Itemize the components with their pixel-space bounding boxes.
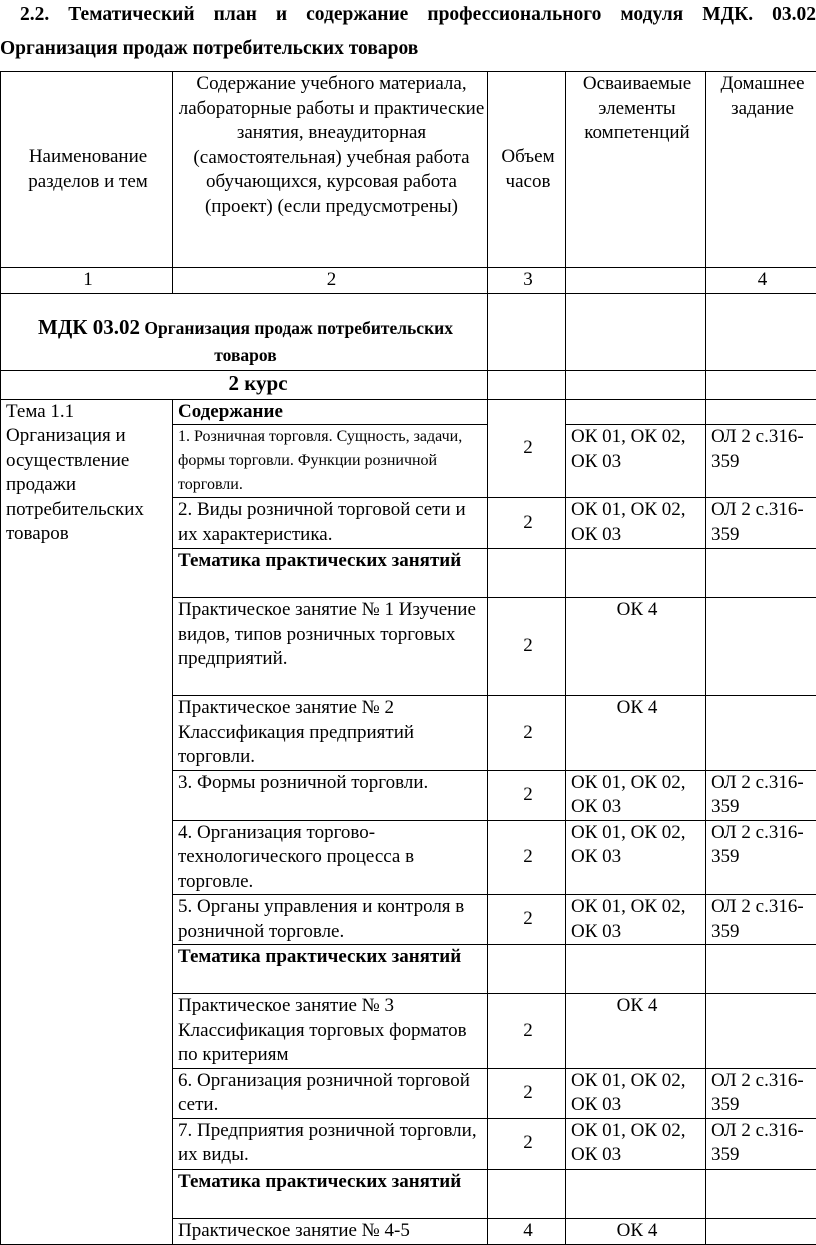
- header-sections: Наименование разделов и тем: [1, 72, 173, 268]
- col-number: 4: [706, 268, 816, 294]
- hours-cell: 2: [488, 895, 566, 945]
- practice-heading: Тематика практических занятий: [173, 1169, 488, 1218]
- hours-cell: 2: [488, 498, 566, 549]
- hours-cell: 2: [488, 1118, 566, 1169]
- topic-item: 7. Предприятия розничной торговли, их виды.: [173, 1118, 488, 1169]
- hours-cell: 2: [488, 820, 566, 895]
- homework-cell: ОЛ 2 с.316-359: [706, 770, 816, 820]
- homework-cell: ОЛ 2 с.316-359: [706, 820, 816, 895]
- hours-cell: 2: [488, 994, 566, 1069]
- section-subheading: Организация продаж потребительских товаров: [0, 37, 418, 61]
- header-content: Содержание учебного материала, лабораторные работы и практические занятия, внеаудиторная (самостоятельная) учебная работа обучающихся, курсовая работа (проект) (если предусмотрены): [173, 72, 488, 268]
- hours-cell: 2: [488, 770, 566, 820]
- competencies-cell: ОК 01, ОК 02, ОК 03: [566, 770, 706, 820]
- competencies-cell: ОК 01, ОК 02, ОК 03: [566, 1068, 706, 1118]
- competencies-cell: ОК 4: [566, 598, 706, 696]
- competencies-cell: ОК 01, ОК 02, ОК 03: [566, 498, 706, 549]
- practice-item: Практическое занятие № 1 Изучение видов, типов розничных торговых предприятий.: [173, 598, 488, 696]
- competencies-cell: ОК 01, ОК 02, ОК 03: [566, 820, 706, 895]
- competencies-cell: ОК 01, ОК 02, ОК 03: [566, 425, 706, 498]
- header-competencies: Осваиваемые элементы компетенций: [566, 72, 706, 268]
- practice-item: Практическое занятие № 2 Классификация предприятий торговли.: [173, 696, 488, 771]
- topic-item: 2. Виды розничной торговой сети и их характеристика.: [173, 498, 488, 549]
- table-row: [1, 399, 816, 425]
- hours-cell: 2: [488, 696, 566, 771]
- practice-item: Практическое занятие № 3 Классификация торговых форматов по критериям: [173, 994, 488, 1069]
- practice-heading: Тематика практических занятий: [173, 549, 488, 598]
- topic-item: 4. Организация торгово-технологического процесса в торговле.: [173, 820, 488, 895]
- topic-item: 1. Розничная торговля. Сущность, задачи, формы торговли. Функции розничной торговли.: [173, 425, 488, 498]
- homework-cell: ОЛ 2 с.316-359: [706, 895, 816, 945]
- header-hours: Объем часов: [488, 72, 566, 268]
- thematic-plan-table: [0, 71, 816, 1245]
- hours-cell: 2: [488, 1068, 566, 1118]
- col-number: 3: [488, 268, 566, 294]
- mdk-row: [1, 293, 816, 370]
- col-number: 2: [173, 268, 488, 294]
- table-header-row: [1, 72, 816, 268]
- topic-item: 3. Формы розничной торговли.: [173, 770, 488, 820]
- column-number-row: [1, 268, 816, 294]
- homework-cell: ОЛ 2 с.316-359: [706, 425, 816, 498]
- topic-name: Тема 1.1 Организация и осуществление продажи потребительских товаров: [1, 399, 173, 1244]
- topic-item: 5. Органы управления и контроля в розничной торговле.: [173, 895, 488, 945]
- practice-heading: Тематика практических занятий: [173, 945, 488, 994]
- practice-item: Практическое занятие № 4-5: [173, 1218, 488, 1244]
- content-label: Содержание: [173, 399, 488, 425]
- hours-cell: 2: [488, 598, 566, 696]
- topic-item: 6. Организация розничной торговой сети.: [173, 1068, 488, 1118]
- col-number: 1: [1, 268, 173, 294]
- hours-cell: 4: [488, 1218, 566, 1244]
- competencies-cell: ОК 4: [566, 1218, 706, 1244]
- mdk-title: [1, 293, 488, 370]
- competencies-cell: ОК 4: [566, 696, 706, 771]
- homework-cell: ОЛ 2 с.316-359: [706, 1118, 816, 1169]
- section-heading: 2.2. Тематический план и содержание профессионального модуля МДК. 03.02: [20, 3, 816, 27]
- homework-cell: ОЛ 2 с.316-359: [706, 498, 816, 549]
- course-row: [1, 370, 816, 399]
- header-homework: Домашнее задание: [706, 72, 816, 268]
- homework-cell: ОЛ 2 с.316-359: [706, 1068, 816, 1118]
- mdk-code: МДК 03.02: [38, 315, 140, 339]
- course-label: 2 курс: [1, 370, 488, 399]
- mdk-name: Организация продаж потребительских товаров: [144, 318, 453, 365]
- hours-cell: 2: [488, 399, 566, 498]
- competencies-cell: ОК 4: [566, 994, 706, 1069]
- competencies-cell: ОК 01, ОК 02, ОК 03: [566, 895, 706, 945]
- competencies-cell: ОК 01, ОК 02, ОК 03: [566, 1118, 706, 1169]
